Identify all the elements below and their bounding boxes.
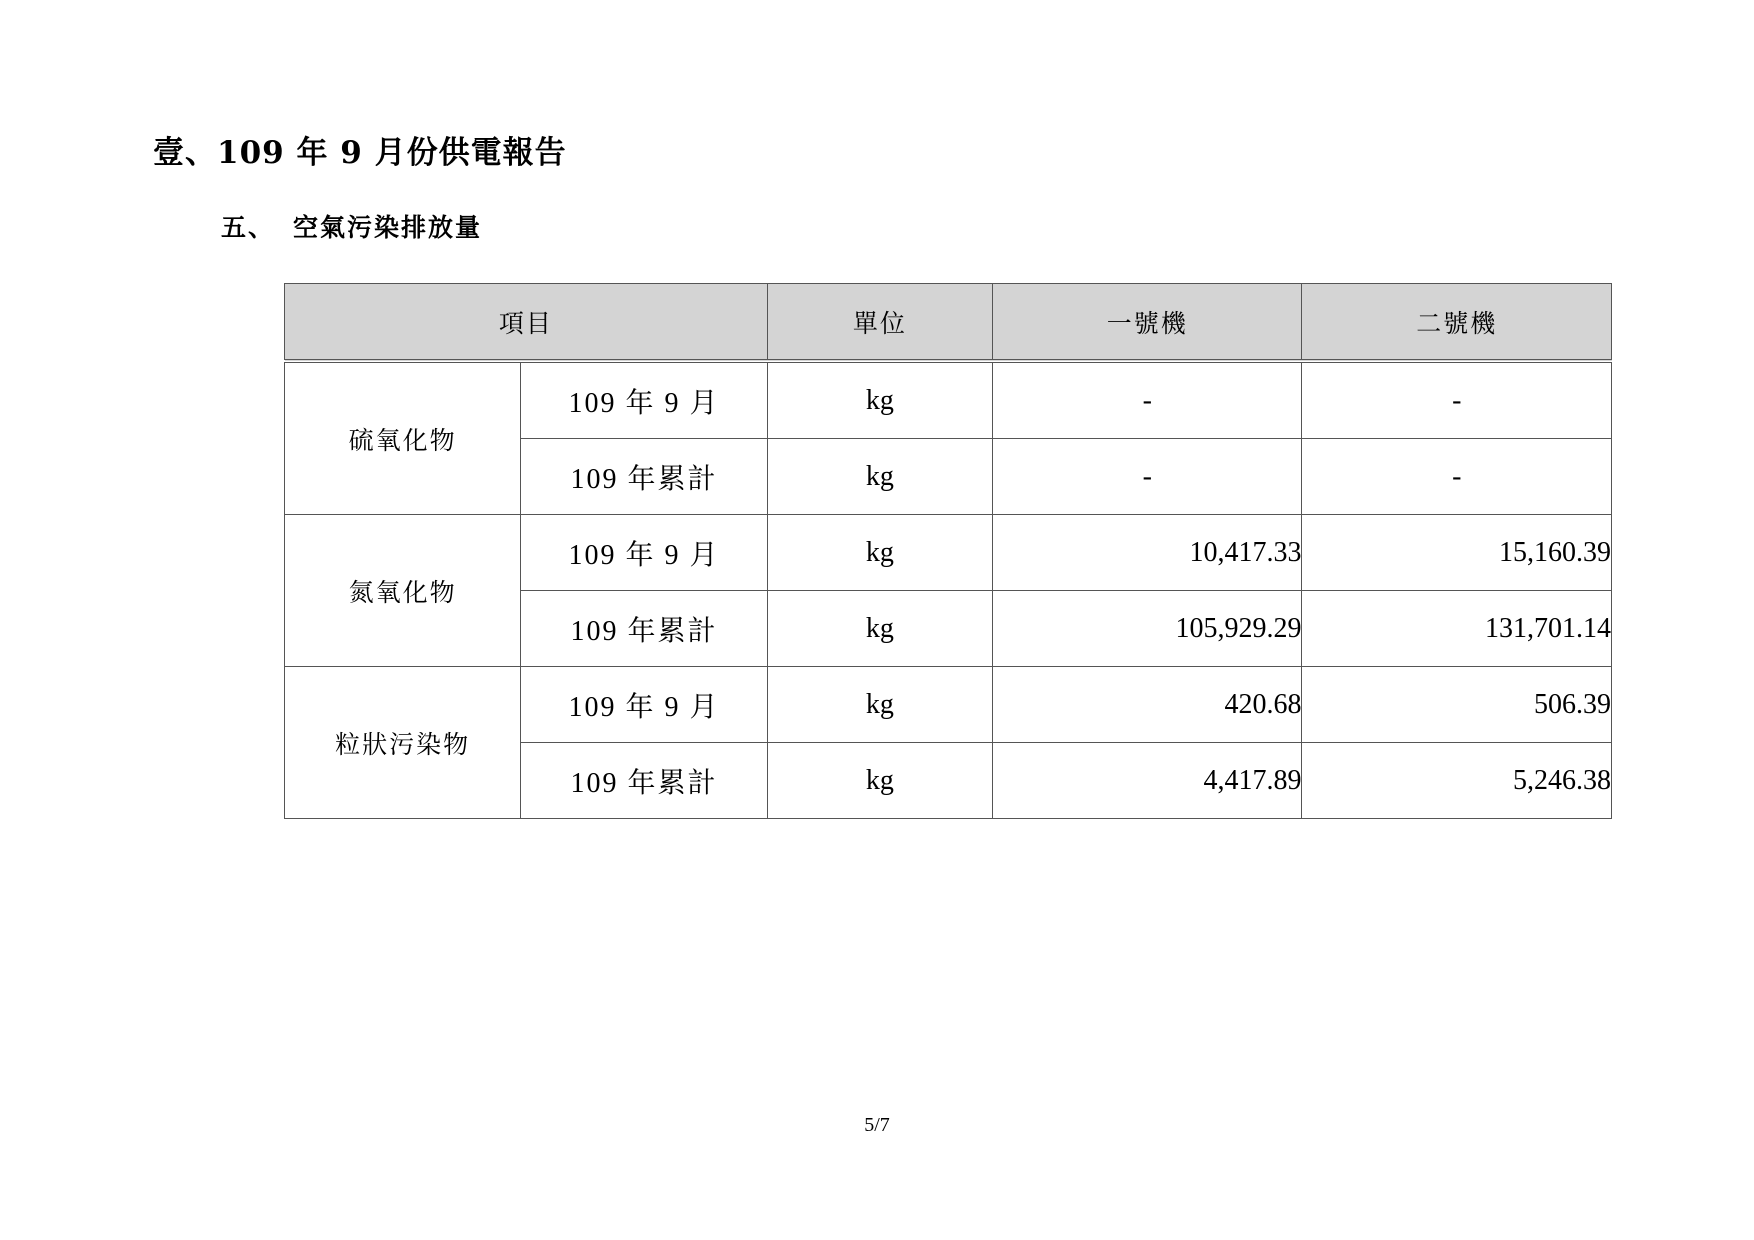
unit1-value-cell: - (993, 439, 1302, 515)
header-unit2: 二號機 (1302, 284, 1612, 362)
period-cell: 109 年 9 月 (521, 361, 767, 439)
unit1-value-cell: 10,417.33 (993, 515, 1302, 591)
unit2-value-cell: - (1302, 439, 1612, 515)
section-heading (221, 208, 482, 244)
page-number: 5/7 (864, 1114, 890, 1136)
period-cell: 109 年累計 (521, 439, 767, 515)
period-cell: 109 年累計 (521, 591, 767, 667)
table-row (285, 361, 1612, 439)
page-title: 壹、109 年 9 月份供電報告 (153, 135, 567, 171)
unit-cell: kg (767, 743, 992, 819)
header-unit1: 一號機 (993, 284, 1302, 362)
period-cell: 109 年 9 月 (521, 515, 767, 591)
unit1-value-cell: 4,417.89 (993, 743, 1302, 819)
category-cell: 氮氧化物 (285, 515, 521, 667)
unit-cell: kg (767, 591, 992, 667)
unit1-value-cell: 105,929.29 (993, 591, 1302, 667)
unit1-value-cell: - (993, 361, 1302, 439)
unit2-value-cell: 15,160.39 (1302, 515, 1612, 591)
header-unit: 單位 (767, 284, 992, 362)
unit-cell: kg (767, 667, 992, 743)
unit1-value-cell: 420.68 (993, 667, 1302, 743)
emissions-table (284, 283, 1612, 819)
section-title: 空氣污染排放量 (293, 213, 483, 242)
unit2-value-cell: 5,246.38 (1302, 743, 1612, 819)
period-cell: 109 年 9 月 (521, 667, 767, 743)
table-row (285, 667, 1612, 743)
unit-cell: kg (767, 361, 992, 439)
category-cell: 硫氧化物 (285, 361, 521, 515)
unit-cell: kg (767, 439, 992, 515)
header-item: 項目 (285, 284, 768, 362)
unit2-value-cell: - (1302, 361, 1612, 439)
section-number: 五、 (221, 213, 276, 242)
unit2-value-cell: 131,701.14 (1302, 591, 1612, 667)
table-row (285, 515, 1612, 591)
unit2-value-cell: 506.39 (1302, 667, 1612, 743)
unit-cell: kg (767, 515, 992, 591)
table-header-row (285, 284, 1612, 362)
period-cell: 109 年累計 (521, 743, 767, 819)
category-cell: 粒狀污染物 (285, 667, 521, 819)
